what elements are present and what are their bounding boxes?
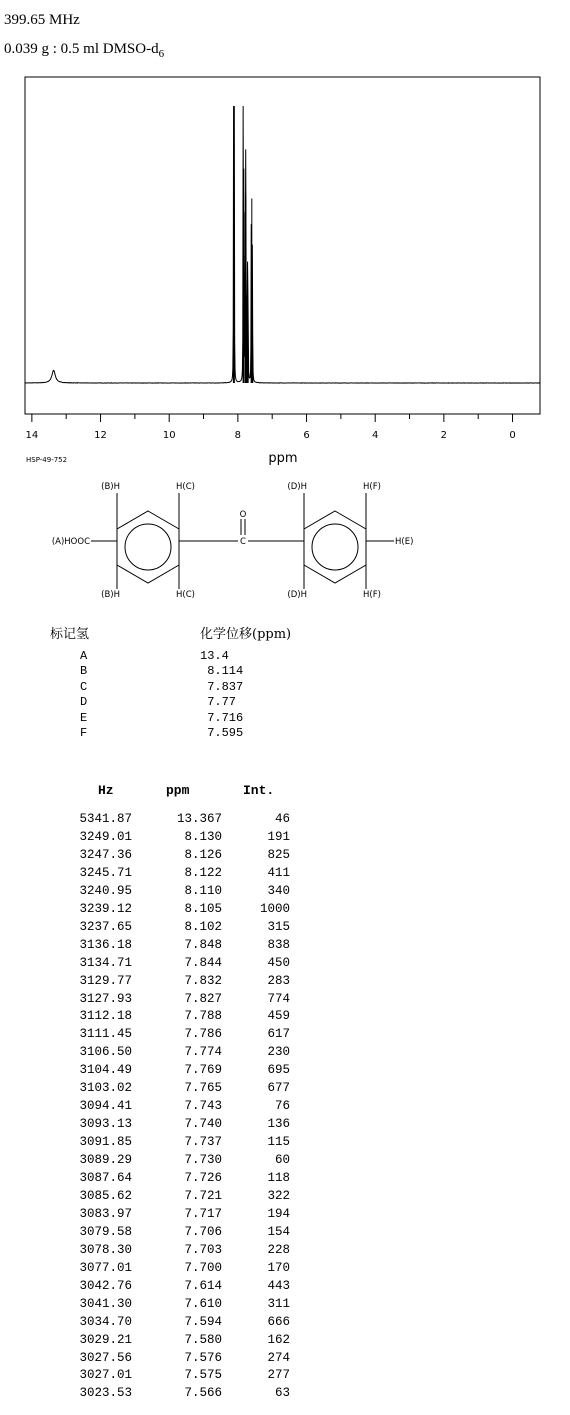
label-h-e: H(E) [395, 537, 414, 547]
peak-hz: 3093.13 [79, 1117, 132, 1132]
assignment-proton: D [80, 695, 88, 710]
assignment-row [0, 695, 570, 710]
peak-intensity: 277 [267, 1368, 290, 1383]
peak-intensity: 118 [267, 1171, 290, 1185]
peak-row [0, 885, 570, 898]
peak-ppm: 7.717 [184, 1206, 222, 1221]
peak-ppm: 7.737 [184, 1135, 222, 1150]
peak-hz: 3027.56 [79, 1350, 132, 1365]
peak-ppm: 7.566 [184, 1386, 222, 1401]
peak-row [0, 921, 570, 934]
peak-intensity: 411 [267, 865, 290, 880]
assignment-row [0, 649, 570, 664]
peak-row [0, 903, 570, 916]
peak-row [0, 957, 570, 970]
peak-row [0, 1352, 570, 1365]
peak-intensity: 311 [267, 1296, 290, 1311]
peak-row [0, 1190, 570, 1203]
x-tick-label: 8 [234, 430, 242, 441]
peak-intensity: 136 [267, 1117, 290, 1132]
peak-intensity: 1000 [259, 901, 290, 916]
benzene-ring-2 [304, 511, 366, 583]
peak-hz: 3104.49 [79, 1063, 132, 1078]
peak-hz: 3077.01 [79, 1260, 132, 1275]
peak-row [0, 1064, 570, 1077]
x-tick-label: 12 [94, 430, 107, 441]
spectrum-code: HSP-49-752 [26, 456, 68, 464]
aromatic-circle-2 [312, 524, 358, 570]
peak-row [0, 1316, 570, 1329]
peak-row [0, 831, 570, 844]
peak-intensity: 274 [267, 1350, 290, 1365]
peak-intensity: 443 [267, 1278, 290, 1293]
peak-ppm: 7.576 [184, 1350, 222, 1365]
peak-ppm: 7.788 [184, 1009, 222, 1024]
peak-row [0, 1046, 570, 1059]
peak-intensity: 115 [267, 1135, 290, 1150]
x-axis-label: ppm [268, 451, 298, 466]
peak-hz: 3027.01 [79, 1368, 132, 1383]
peak-hz: 3239.12 [79, 901, 132, 916]
peak-ppm: 7.706 [184, 1224, 222, 1239]
peak-ppm: 8.126 [184, 847, 222, 862]
peak-hz: 3042.76 [79, 1278, 132, 1293]
peak-intensity: 825 [267, 847, 290, 862]
assignment-header-label: 标记氢 [50, 627, 90, 642]
peak-ppm: 7.594 [184, 1314, 222, 1329]
peak-hz: 3111.45 [79, 1027, 132, 1042]
peak-intensity: 677 [267, 1081, 290, 1096]
assignment-proton: C [80, 679, 88, 694]
peak-intensity: 774 [267, 991, 290, 1006]
peak-intensity: 46 [274, 812, 290, 826]
peak-hz: 3034.70 [79, 1314, 132, 1329]
peak-ppm: 7.614 [184, 1278, 222, 1293]
peak-hz: 3247.36 [79, 847, 132, 862]
peak-header-ppm: ppm [166, 783, 190, 798]
peak-intensity: 666 [267, 1314, 290, 1329]
assignment-proton: A [80, 649, 88, 663]
peak-header-hz: Hz [98, 783, 114, 798]
peak-row [0, 1082, 570, 1095]
peak-hz: 3127.93 [79, 991, 132, 1006]
assignment-proton: F [80, 726, 88, 740]
peak-ppm: 8.105 [184, 901, 222, 916]
peak-hz: 3129.77 [79, 973, 132, 988]
peak-ppm: 7.721 [184, 1188, 222, 1203]
peak-ppm: 7.575 [184, 1368, 222, 1383]
label-ring1-top-left: (B)H [101, 482, 120, 492]
peak-row [0, 1244, 570, 1257]
peak-ppm: 7.740 [184, 1117, 222, 1132]
assignment-header-shift: 化学位移(ppm) [200, 627, 292, 642]
peak-row [0, 1208, 570, 1221]
peak-row [0, 1100, 570, 1113]
peak-row [0, 1010, 570, 1023]
peak-intensity: 63 [274, 1386, 290, 1401]
peak-ppm: 8.110 [184, 883, 222, 898]
peak-intensity: 76 [274, 1099, 290, 1114]
peak-row [0, 813, 570, 826]
assignment-row [0, 680, 570, 695]
peak-row [0, 1028, 570, 1041]
peak-header-int: Int. [243, 783, 275, 798]
peak-hz: 3078.30 [79, 1242, 132, 1257]
peak-ppm: 7.786 [184, 1027, 222, 1042]
peak-intensity: 194 [267, 1206, 290, 1221]
label-ring2-bottom-left: (D)H [287, 590, 307, 600]
molecular-structure [0, 0, 570, 620]
peak-hz: 3023.53 [79, 1386, 132, 1401]
peak-row [0, 993, 570, 1006]
peak-intensity: 230 [267, 1045, 290, 1060]
spectrometer-frequency: 399.65 MHz [4, 12, 80, 28]
aromatic-circle-1 [125, 524, 171, 570]
benzene-ring-1 [117, 511, 179, 583]
peak-hz: 3134.71 [79, 955, 132, 970]
peak-ppm: 7.610 [184, 1296, 222, 1311]
peak-intensity: 695 [267, 1063, 290, 1078]
peak-row [0, 1280, 570, 1293]
label-cooh: (A)HOOC [51, 537, 90, 547]
peak-intensity: 60 [274, 1153, 290, 1168]
peak-ppm: 13.367 [176, 812, 222, 826]
sample-subscript: 6 [158, 48, 165, 60]
peak-row [0, 1136, 570, 1149]
peak-ppm: 7.848 [184, 937, 222, 952]
x-tick-label: 4 [372, 430, 379, 441]
x-tick-label: 14 [25, 430, 39, 441]
label-ring2-bottom-right: H(F) [363, 590, 381, 600]
peak-ppm: 8.130 [184, 829, 222, 844]
peak-row [0, 975, 570, 988]
assignment-row [0, 664, 570, 679]
peak-hz: 3112.18 [79, 1009, 132, 1024]
label-carbonyl-oxygen: O [239, 510, 247, 520]
peak-hz: 3089.29 [79, 1153, 132, 1168]
label-ring2-top-left: (D)H [287, 482, 307, 492]
label-ring1-top-right: H(C) [176, 482, 195, 492]
peak-hz: 3091.85 [79, 1135, 132, 1150]
peak-ppm: 7.743 [184, 1099, 222, 1114]
peak-intensity: 154 [267, 1224, 290, 1239]
peak-hz: 3085.62 [79, 1188, 132, 1203]
peak-row [0, 1118, 570, 1131]
peak-ppm: 8.102 [184, 919, 222, 934]
assignment-proton: E [80, 710, 88, 725]
peak-hz: 3094.41 [79, 1099, 132, 1114]
assignment-shift: 7.716 [200, 710, 244, 725]
peak-hz: 3106.50 [79, 1045, 132, 1060]
assignment-shift: 7.77 [200, 695, 237, 710]
assignment-shift: 13.4 [200, 649, 229, 663]
x-tick-label: 0 [509, 430, 516, 441]
peak-intensity: 450 [267, 955, 290, 970]
label-ring2-top-right: H(F) [363, 482, 381, 492]
peak-row [0, 1262, 570, 1275]
x-tick-label: 2 [440, 430, 448, 441]
peak-hz: 3103.02 [79, 1081, 132, 1096]
peak-row [0, 1369, 570, 1382]
peak-ppm: 7.765 [184, 1081, 222, 1096]
peak-ppm: 7.580 [184, 1332, 222, 1347]
peak-intensity: 459 [267, 1009, 290, 1024]
peak-intensity: 283 [267, 973, 290, 988]
peak-intensity: 838 [267, 937, 290, 952]
peak-intensity: 340 [267, 883, 290, 898]
peak-row [0, 1298, 570, 1311]
label-ring1-bottom-left: (B)H [101, 590, 120, 600]
peak-intensity: 191 [267, 829, 290, 844]
label-carbonyl-carbon: C [240, 537, 246, 547]
sample-text: 0.039 g : 0.5 ml DMSO-d [4, 41, 159, 57]
peak-ppm: 7.844 [184, 955, 222, 970]
peak-hz: 3237.65 [79, 919, 132, 934]
peak-hz: 3029.21 [79, 1332, 132, 1347]
peak-row [0, 1172, 570, 1185]
peak-intensity: 617 [267, 1027, 290, 1042]
peak-ppm: 7.769 [184, 1063, 222, 1078]
peak-ppm: 8.122 [184, 865, 222, 880]
peak-hz: 3079.58 [79, 1224, 132, 1239]
peak-row [0, 1154, 570, 1167]
peak-row [0, 1226, 570, 1239]
assignment-row [0, 726, 570, 741]
peak-row [0, 939, 570, 952]
peak-hz: 3083.97 [79, 1206, 132, 1221]
assignment-shift: 7.837 [200, 679, 244, 694]
label-ring1-bottom-right: H(C) [176, 590, 195, 600]
assignment-row [0, 711, 570, 726]
peak-row [0, 1387, 570, 1400]
peak-row [0, 867, 570, 880]
peak-ppm: 7.703 [184, 1242, 222, 1257]
peak-hz: 3136.18 [79, 937, 132, 952]
peak-hz: 3240.95 [79, 883, 132, 898]
peak-row [0, 1334, 570, 1347]
peak-ppm: 7.700 [184, 1260, 222, 1275]
peak-ppm: 7.726 [184, 1171, 222, 1185]
peak-hz: 3245.71 [79, 865, 132, 880]
peak-hz: 3249.01 [79, 829, 132, 844]
assignment-shift: 8.114 [200, 664, 244, 679]
peak-intensity: 228 [267, 1242, 290, 1257]
peak-ppm: 7.832 [184, 973, 222, 988]
x-tick-label: 10 [162, 430, 176, 441]
peak-hz: 3087.64 [79, 1171, 132, 1185]
peak-ppm: 7.774 [184, 1045, 222, 1060]
assignment-proton: B [80, 664, 88, 679]
peak-ppm: 7.827 [184, 991, 222, 1006]
peak-intensity: 315 [267, 919, 290, 934]
peak-hz: 3041.30 [79, 1296, 132, 1311]
x-tick-label: 6 [303, 430, 310, 441]
peak-intensity: 322 [267, 1188, 290, 1203]
assignment-shift: 7.595 [200, 726, 244, 740]
peak-row [0, 849, 570, 862]
peak-hz: 5341.87 [79, 812, 132, 826]
peak-intensity: 170 [267, 1260, 290, 1275]
peak-ppm: 7.730 [184, 1153, 222, 1168]
peak-intensity: 162 [267, 1332, 290, 1347]
